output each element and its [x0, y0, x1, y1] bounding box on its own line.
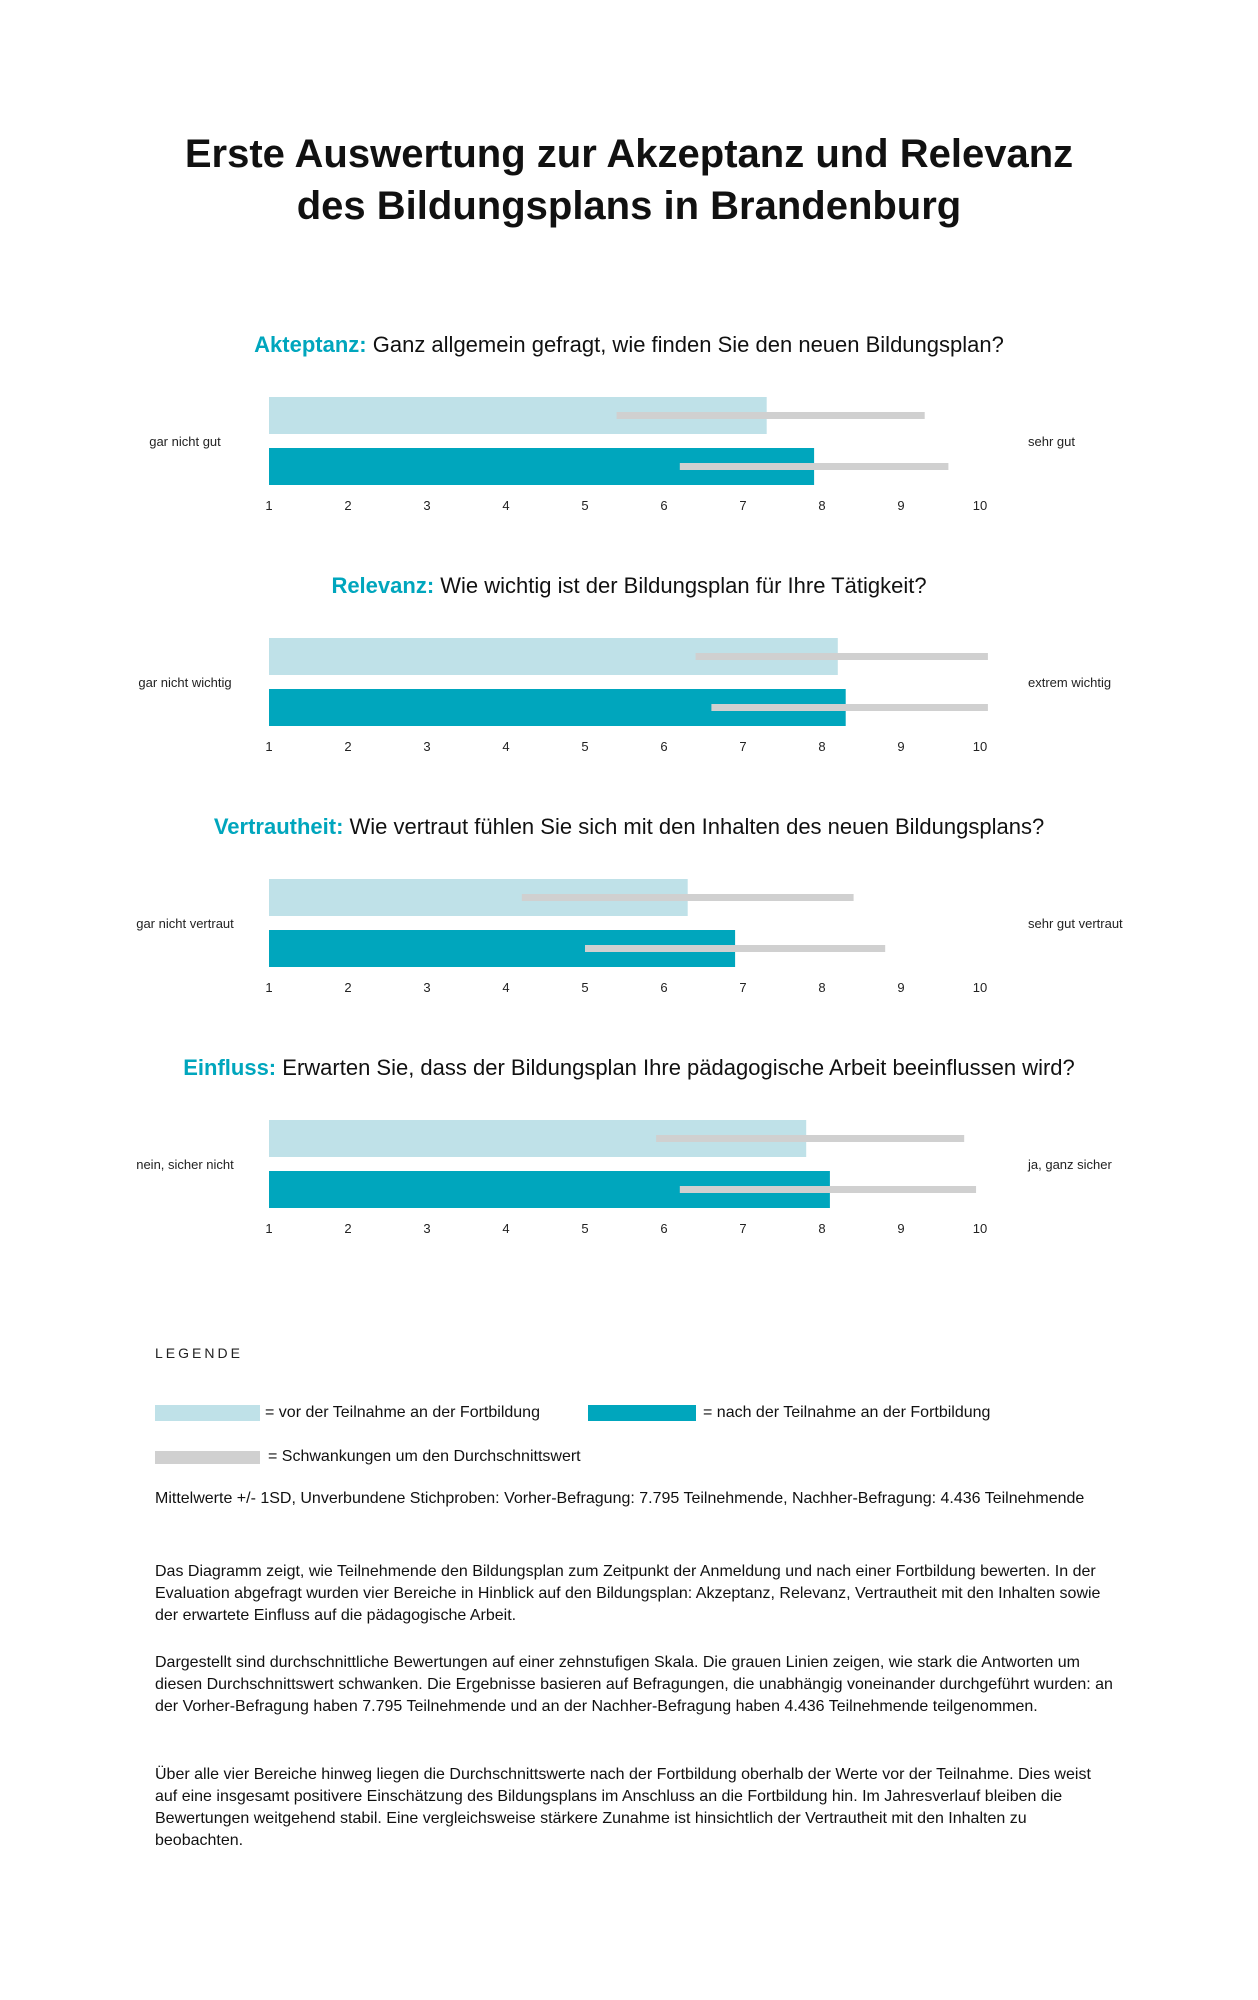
range-after: [585, 945, 885, 952]
chart-category: Einfluss:: [183, 1055, 277, 1080]
x-tick-label: 6: [660, 739, 668, 754]
chart-svg: [0, 812, 1258, 1042]
x-tick-label: 10: [972, 739, 988, 754]
range-before: [696, 653, 988, 660]
chart-question: Wie wichtig ist der Bildungsplan für Ihre Tätigkeit?: [440, 573, 927, 598]
scale-low-label: gar nicht vertraut: [136, 916, 234, 931]
x-tick-label: 7: [739, 739, 747, 754]
x-tick-label: 5: [581, 498, 589, 513]
chart-svg: [0, 1053, 1258, 1283]
chart-svg: [0, 330, 1258, 560]
range-after: [680, 1186, 976, 1193]
x-tick-label: 8: [818, 980, 826, 995]
x-tick-label: 2: [344, 1221, 352, 1236]
x-tick-label: 1: [265, 498, 273, 513]
x-tick-label: 9: [897, 980, 905, 995]
legend-label-after: = nach der Teilnahme an der Fortbildung: [703, 1404, 991, 1421]
x-tick-label: 3: [423, 739, 431, 754]
legend-swatch-range: [155, 1451, 260, 1464]
x-tick-label: 3: [423, 498, 431, 513]
x-tick-label: 10: [972, 498, 988, 513]
chart-question: Ganz allgemein gefragt, wie finden Sie den neuen Bildungsplan?: [372, 332, 1004, 357]
description-paragraph-3: Über alle vier Bereiche hinweg liegen die Durchschnittswerte nach der Fortbildung oberhalb der Werte vor der Teilnahme. Dies weist auf eine insgesamt positivere Einschätzung des Bildungsplans im Anschluss an die Fortbildung hin. Im Jahresverlauf bleiben die Bewertungen weitgehend stabil. Eine vergleichsweise stärkere Zunahme ist hinsichtlich der Vertrautheit mit den Inhalten zu beobachten.: [155, 1766, 1091, 1849]
chart-svg: [0, 571, 1258, 801]
x-tick-label: 10: [972, 1221, 988, 1236]
x-tick-label: 4: [502, 498, 510, 513]
range-before: [617, 412, 925, 419]
scale-low-label: nein, sicher nicht: [136, 1157, 234, 1172]
x-tick-label: 6: [660, 1221, 668, 1236]
legend-heading: LEGENDE: [155, 1345, 243, 1361]
scale-high-label: sehr gut vertraut: [1028, 916, 1123, 931]
range-after: [711, 704, 988, 711]
x-tick-label: 8: [818, 498, 826, 513]
x-tick-label: 1: [265, 980, 273, 995]
legend-swatch-after: [588, 1405, 696, 1421]
x-tick-label: 9: [897, 739, 905, 754]
x-tick-label: 6: [660, 980, 668, 995]
chart-einfluss: [0, 1053, 1258, 1283]
x-tick-label: 6: [660, 498, 668, 513]
page-title-line-2: des Bildungsplans in Brandenburg: [296, 184, 962, 228]
scale-high-label: sehr gut: [1028, 434, 1075, 449]
chart-category: Relevanz:: [331, 573, 435, 598]
x-tick-label: 8: [818, 739, 826, 754]
description-block: [155, 1561, 1115, 1627]
chart-akzeptanz: [0, 330, 1258, 560]
scale-high-label: extrem wichtig: [1028, 675, 1112, 690]
x-tick-label: 9: [897, 498, 905, 513]
legend-swatch-before: [155, 1405, 260, 1421]
x-tick-label: 5: [581, 980, 589, 995]
legend-label-before: = vor der Teilnahme an der Fortbildung: [265, 1404, 540, 1421]
description-paragraph-1: Das Diagramm zeigt, wie Teilnehmende den Bildungsplan zum Zeitpunkt der Anmeldung und nach einer Fortbildung bewerten. In der Evaluation abgefragt wurden vier Bereiche in Hinblick auf den Bildungsplan: Akzeptanz, Relevanz, Vertrautheit mit den Inhalten sowie der erwartete Einfluss auf die pädagogische Arbeit.: [155, 1563, 1101, 1624]
scale-high-label: ja, ganz sicher: [1028, 1157, 1112, 1172]
x-tick-label: 4: [502, 739, 510, 754]
x-tick-label: 3: [423, 980, 431, 995]
chart-question: Erwarten Sie, dass der Bildungsplan Ihre pädagogische Arbeit beeinflussen wird?: [282, 1055, 1075, 1080]
description-paragraph-2: Dargestellt sind durchschnittliche Bewertungen auf einer zehnstufigen Skala. Die grauen Linien zeigen, wie stark die Antworten um diesen Durchschnittswert schwanken. Die Ergebnisse basieren auf Befragungen, die unabhängig voneinander durchgeführt wurden: an der Vorher-Befragung haben 7.795 Teilnehmende und an der Nachher-Befragung haben 4.436 Teilnehmende teilgenommen.: [155, 1654, 1113, 1715]
range-before: [522, 894, 854, 901]
x-tick-label: 7: [739, 1221, 747, 1236]
x-tick-label: 4: [502, 1221, 510, 1236]
x-tick-label: 4: [502, 980, 510, 995]
x-tick-label: 2: [344, 739, 352, 754]
range-after: [680, 463, 949, 470]
chart-category: Akteptanz:: [254, 332, 367, 357]
x-tick-label: 5: [581, 739, 589, 754]
page-title-line-1: Erste Auswertung zur Akzeptanz und Relevanz: [184, 132, 1074, 176]
x-tick-label: 2: [344, 498, 352, 513]
chart-category: Vertrautheit:: [213, 814, 344, 839]
chart-relevanz: [0, 571, 1258, 801]
range-before: [656, 1135, 964, 1142]
description-block-2: [155, 1652, 1115, 1718]
x-tick-label: 10: [972, 980, 988, 995]
description-block-3: [155, 1764, 1115, 1852]
x-tick-label: 5: [581, 1221, 589, 1236]
chart-vertrautheit: [0, 812, 1258, 1042]
scale-low-label: gar nicht wichtig: [138, 675, 232, 690]
legend-label-range: = Schwankungen um den Durchschnittswert: [268, 1448, 581, 1465]
x-tick-label: 1: [265, 1221, 273, 1236]
x-tick-label: 7: [739, 498, 747, 513]
x-tick-label: 9: [897, 1221, 905, 1236]
page-title: [0, 128, 1258, 232]
x-tick-label: 7: [739, 980, 747, 995]
statistics-note: Mittelwerte +/- 1SD, Unverbundene Stichproben: Vorher-Befragung: 7.795 Teilnehmende, Nachher-Befragung: 4.436 Teilnehmende: [155, 1490, 1085, 1507]
x-tick-label: 2: [344, 980, 352, 995]
x-tick-label: 3: [423, 1221, 431, 1236]
scale-low-label: gar nicht gut: [149, 434, 221, 449]
x-tick-label: 1: [265, 739, 273, 754]
chart-question: Wie vertraut fühlen Sie sich mit den Inhalten des neuen Bildungsplans?: [349, 814, 1045, 839]
x-tick-label: 8: [818, 1221, 826, 1236]
